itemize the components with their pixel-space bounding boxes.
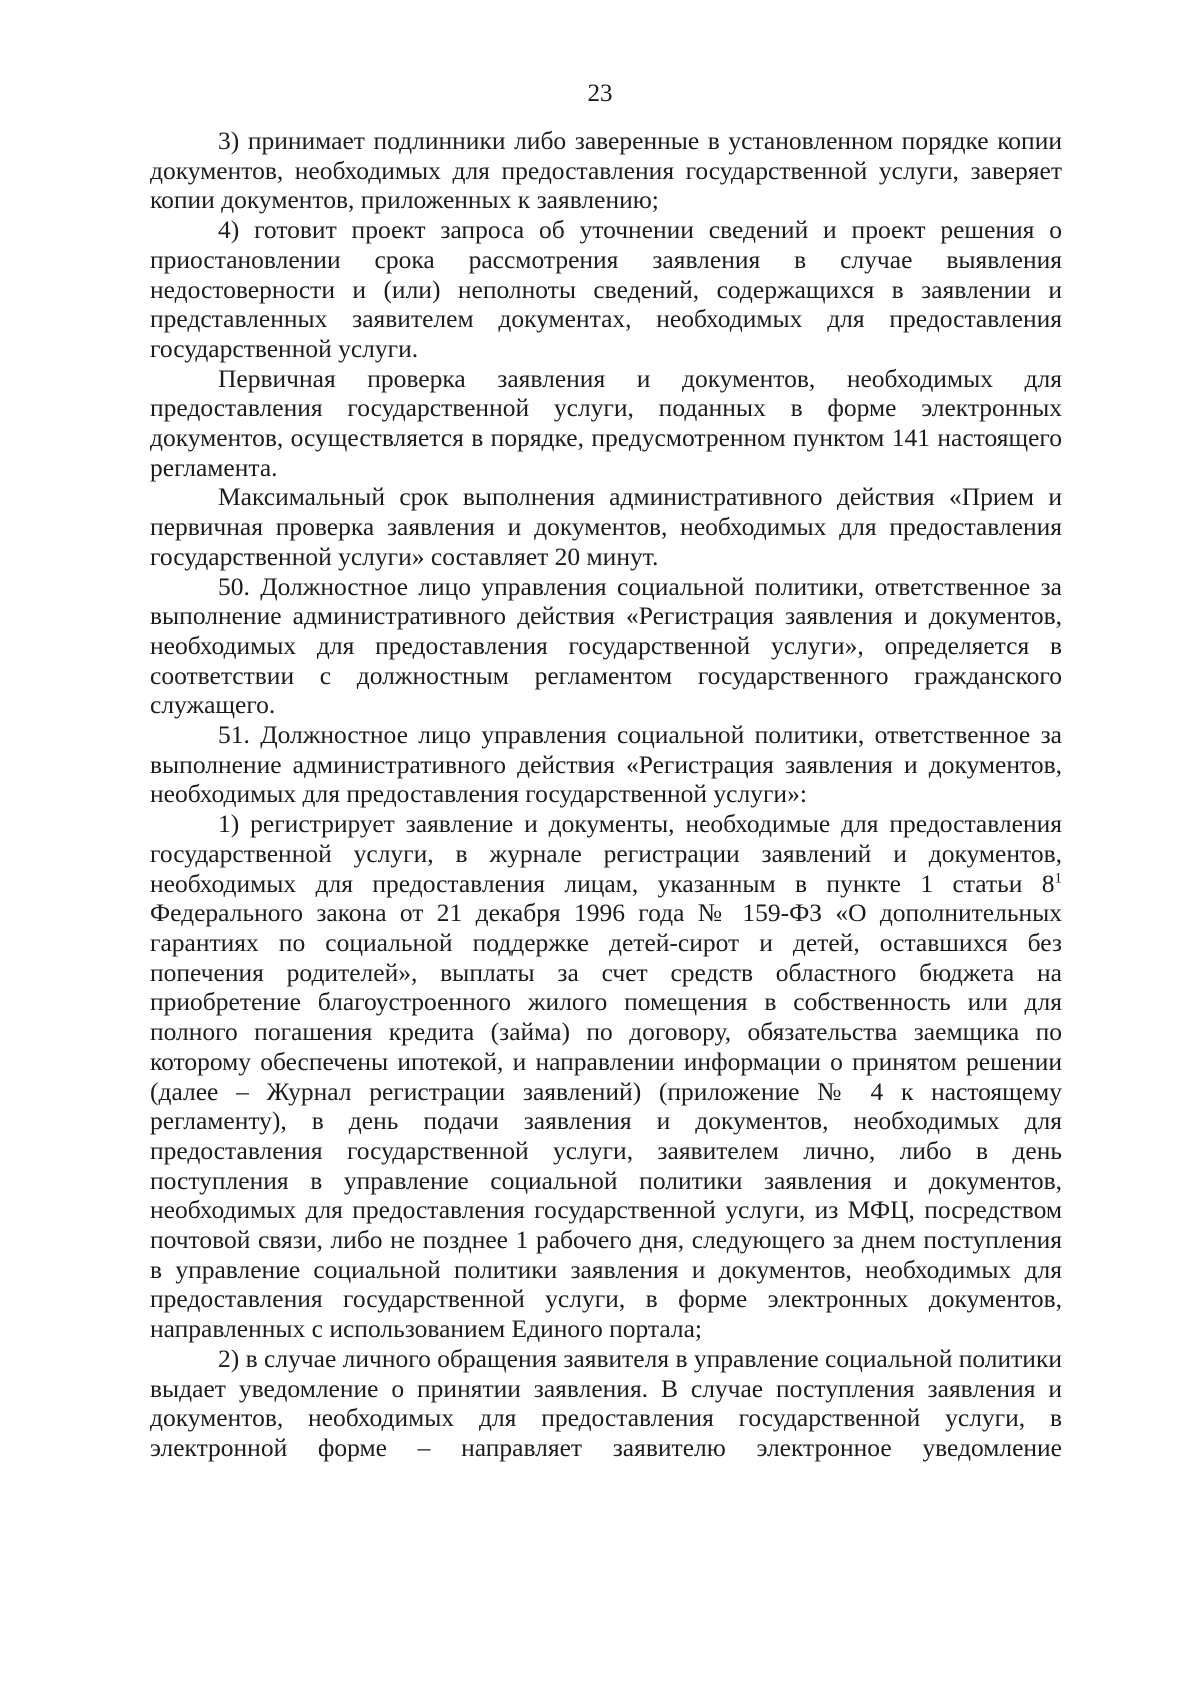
paragraph-point-51: 51. Должностное лицо управления социальной политики, ответственное за выполнение административного действия «Регистрация заявления и документов, необходимых для предоставления государственной услуги»: [150, 720, 1062, 809]
footnote-superscript: 1 [1054, 870, 1062, 887]
subitem-1-text-before: 1) регистрирует заявление и документы, необходимые для предоставления государственной услуги, в журнале регистрации заявлений и документов, необходимых для предоставления лицам, указанным в пункте 1 статьи 8 [150, 809, 1062, 898]
paragraph-point-50: 50. Должностное лицо управления социальной политики, ответственное за выполнение административного действия «Регистрация заявления и документов, необходимых для предоставления государственной услуги», определяется в соответствии с должностным регламентом государственного гражданского служащего. [150, 571, 1062, 720]
paragraph-primary-check: Первичная проверка заявления и документов, необходимых для предоставления государственной услуги, поданных в форме электронных документов, осуществляется в порядке, предусмотренном пунктом 141 настоящего регламента. [150, 363, 1062, 482]
page-number: 23 [587, 80, 613, 107]
paragraph-subitem-2: 2) в случае личного обращения заявителя в управление социальной политики выдает уведомление о принятии заявления. В случае поступления заявления и документов, необходимых для предоставления государственной услуги, в электронной форме – направляет заявителю электронное уведомление [150, 1343, 1062, 1462]
paragraph-subitem-1 [150, 809, 1062, 1344]
subitem-1-text-after: Федерального закона от 21 декабря 1996 года № 159-ФЗ «О дополнительных гарантиях по социальной поддержке детей-сирот и детей, оставшихся без попечения родителей», выплаты за счет средств областного бюджета на приобретение благоустроенного жилого помещения в собственность или для полного погашения кредита (займа) по договору, обязательства заемщика по которому обеспечены ипотекой, и направлении информации о принятом решении (далее – Журнал регистрации заявлений) (приложение № 4 к настоящему регламенту), в день подачи заявления и документов, необходимых для предоставления государственной услуги, заявителем лично, либо в день поступления в управление социальной политики заявления и документов, необходимых для предоставления государственной услуги, из МФЦ, посредством почтовой связи, либо не позднее 1 рабочего дня, следующего за днем поступления в управление социальной политики заявления и документов, необходимых для предоставления государственной услуги, в форме электронных документов, направленных с использованием Единого портала; [150, 898, 1062, 1344]
paragraph-item-4: 4) готовит проект запроса об уточнении сведений и проект решения о приостановлении срока рассмотрения заявления в случае выявления недостоверности и (или) неполноты сведений, содержащихся в заявлении и представленных заявителем документах, необходимых для предоставления государственной услуги. [150, 215, 1062, 363]
document-body [150, 126, 1062, 1463]
paragraph-item-3: 3) принимает подлинники либо заверенные в установленном порядке копии документов, необходимых для предоставления государственной услуги, заверяет копии документов, приложенных к заявлению; [150, 126, 1062, 215]
paragraph-max-duration: Максимальный срок выполнения административного действия «Прием и первичная проверка заявления и документов, необходимых для предоставления государственной услуги» составляет 20 минут. [150, 482, 1062, 571]
